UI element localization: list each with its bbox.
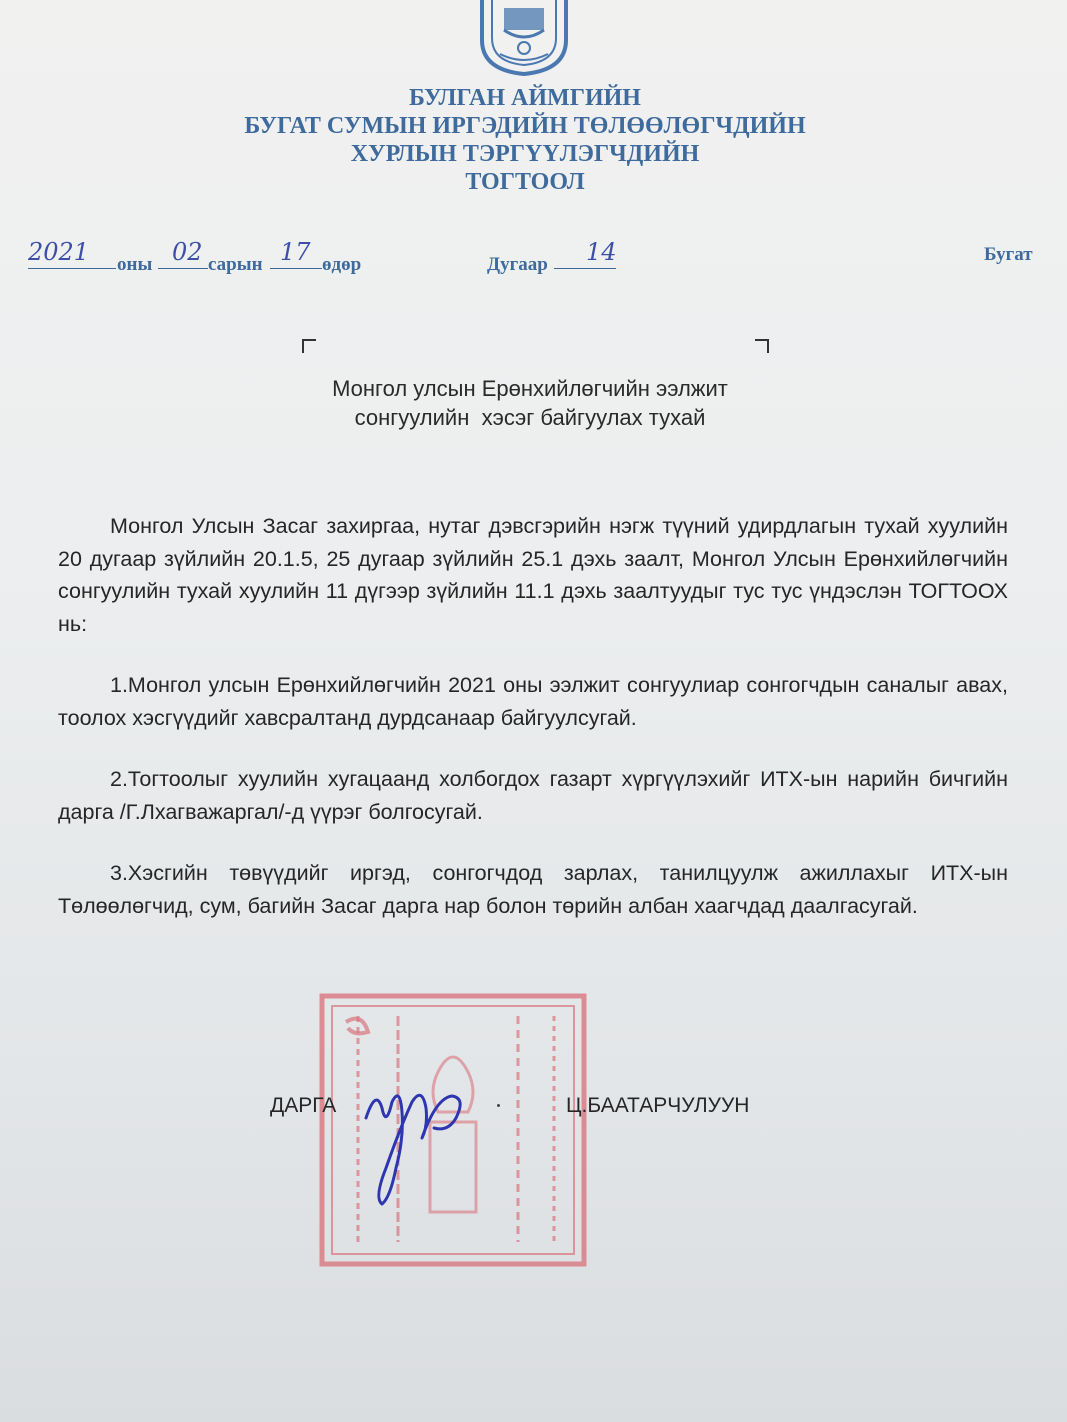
signatory-name: Ц.БААТАРЧУЛУУН [566, 1094, 750, 1117]
handwritten-signature-icon [356, 1078, 476, 1208]
separator-dot [497, 1104, 500, 1107]
state-emblem-icon [474, 0, 574, 76]
resolution-body [58, 510, 1008, 951]
date-number-line [28, 238, 1048, 278]
month-underline [158, 268, 208, 269]
month-label: сарын [208, 254, 263, 275]
resolution-item-2: 2.Тогтоолыг хуулийн хугацаанд холбогдох газарт хүргүүлэхийг ИТХ-ын нарийн бичгийн дарга /Г.Лхагважаргал/-д үүрэг болгосугай. [58, 767, 1008, 824]
resolution-title [230, 374, 830, 432]
month-handwritten: 02 [172, 238, 203, 266]
day-underline [270, 268, 322, 269]
signatory-title: ДАРГА [270, 1094, 337, 1117]
place-label: Бугат [984, 244, 1033, 265]
year-underline [28, 268, 116, 269]
number-handwritten: 14 [586, 238, 617, 266]
year-handwritten: 2021 [28, 238, 90, 266]
day-handwritten: 17 [280, 238, 311, 266]
resolution-item-3: 3.Хэсгийн төвүүдийг иргэд, сонгогчдод зарлах, танилцуулж ажиллахыг ИТХ-ын Төлөөлөгчид, сум, багийн Засаг дарга нар болон төрийн албан хаагчдад даалгасугай. [58, 861, 1008, 918]
header-line-khural: ХУРЛЫН ТЭРГҮҮЛЭГЧДИЙН [350, 141, 700, 167]
header-line-sum: БУГАТ СУМЫН ИРГЭДИЙН ТӨЛӨӨЛӨГЧДИЙН [244, 113, 806, 139]
title-corner-left [302, 339, 316, 353]
title-line-1: Монгол улсын Ерөнхийлөгчийн ээлжит [332, 376, 728, 401]
number-underline [554, 268, 616, 269]
header-line-aimag: БУЛГАН АЙМГИЙН [409, 85, 641, 111]
preamble-paragraph: Монгол Улсын Засаг захиргаа, нутаг дэвсгэрийн нэгж түүний удирдлагын тухай хуулийн 20 дугаар зүйлийн 20.1.5, 25 дугаар зүйлийн 25.1 дэхь заалт, Монгол Улсын Ерөнхийлөгчийн сонгуулийн тухай хуулийн 11 дүгээр зүйлийн 11.1 дэхь заалтуудыг тус тус үндэслэн ТОГТООХ нь: [58, 514, 1008, 636]
day-label: өдөр [322, 254, 362, 275]
title-corner-right [755, 339, 769, 353]
number-label: Дугаар [487, 254, 548, 275]
year-label: оны [117, 254, 153, 275]
header-line-doc-type: ТОГТООЛ [465, 169, 585, 195]
document-header [200, 84, 850, 196]
resolution-item-1: 1.Монгол улсын Ерөнхийлөгчийн 2021 оны ээлжит сонгуулиар сонгогчдын саналыг авах, тоолох хэсгүүдийг хавсралтанд дурдсанаар байгуулсугай. [58, 673, 1008, 730]
title-line-2: сонгуулийн хэсэг байгуулах тухай [354, 405, 706, 430]
